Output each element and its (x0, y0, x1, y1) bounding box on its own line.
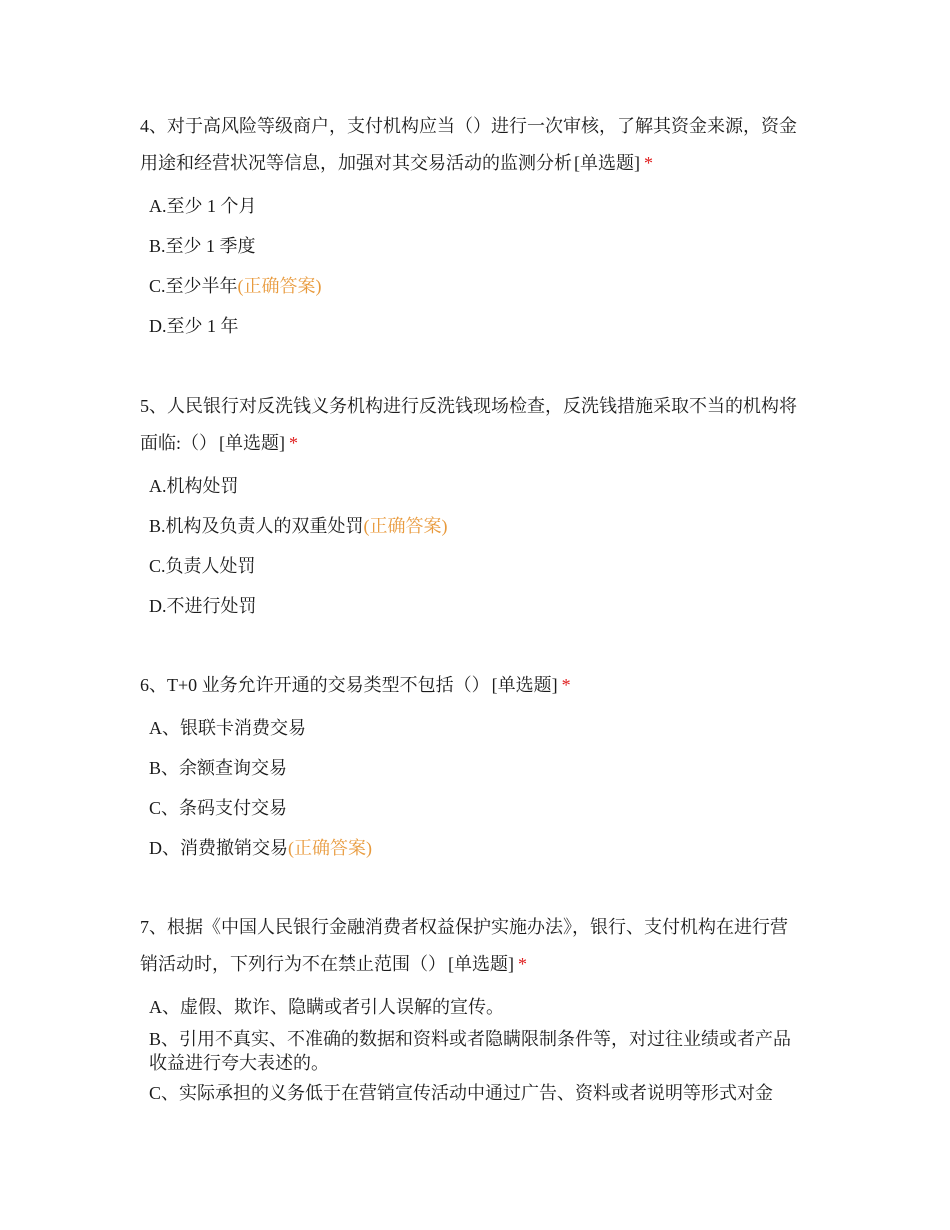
option-text: A.机构处罚 (149, 476, 239, 496)
question-type-label: [单选题] (491, 675, 558, 695)
option-text: B.至少 1 季度 (149, 236, 256, 256)
question-5 (140, 388, 805, 632)
question-type-label: [单选题] (574, 153, 640, 173)
option-a[interactable] (149, 714, 805, 742)
option-list (149, 192, 805, 340)
option-text: B.机构及负责人的双重处罚 (149, 516, 364, 536)
question-6 (140, 667, 805, 874)
correct-answer-tag: (正确答案) (237, 276, 322, 296)
required-marker: * (644, 153, 653, 173)
option-text: C、条码支付交易 (149, 798, 288, 818)
option-text: C、实际承担的义务低于在营销宣传活动中通过广告、资料或者说明等形式对金 (149, 1083, 774, 1103)
option-c[interactable] (149, 552, 805, 580)
option-text: D、消费撤销交易 (149, 838, 288, 858)
option-c[interactable] (149, 1081, 805, 1105)
question-title (140, 388, 805, 462)
option-text: D.不进行处罚 (149, 596, 257, 616)
option-a[interactable] (149, 993, 805, 1021)
option-b[interactable] (149, 512, 805, 540)
question-type-label: [单选题] (448, 954, 514, 974)
question-title (140, 108, 805, 182)
option-d[interactable] (149, 834, 805, 862)
option-a[interactable] (149, 472, 805, 500)
option-text: B、引用不真实、不准确的数据和资料或者隐瞒限制条件等，对过往业绩或者产品收益进行夸大表述的。 (149, 1029, 792, 1073)
option-c[interactable] (149, 272, 805, 300)
option-d[interactable] (149, 592, 805, 620)
required-marker: * (289, 433, 299, 453)
option-text: A.至少 1 个月 (149, 196, 257, 216)
required-marker: * (518, 954, 527, 974)
option-b[interactable] (149, 1027, 805, 1075)
option-list (149, 714, 805, 862)
question-text: 7、根据《中国人民银行金融消费者权益保护实施办法》，银行、支付机构在进行营销活动时，下列行为不在禁止范围（） (140, 917, 788, 974)
option-list (149, 472, 805, 620)
required-marker: * (561, 675, 571, 695)
option-text: C.至少半年 (149, 276, 238, 296)
option-text: A、虚假、欺诈、隐瞒或者引人误解的宣传。 (149, 997, 504, 1017)
question-7 (140, 909, 805, 1111)
option-b[interactable] (149, 232, 805, 260)
option-text: C.负责人处罚 (149, 556, 256, 576)
option-d[interactable] (149, 312, 805, 340)
question-4 (140, 108, 805, 352)
option-text: D.至少 1 年 (149, 316, 239, 336)
option-b[interactable] (149, 754, 805, 782)
option-text: A、银联卡消费交易 (149, 718, 306, 738)
option-list (149, 993, 805, 1105)
question-type-label: [单选题] (219, 433, 286, 453)
question-title (140, 667, 805, 704)
option-c[interactable] (149, 794, 805, 822)
option-a[interactable] (149, 192, 805, 220)
correct-answer-tag: (正确答案) (363, 516, 448, 536)
correct-answer-tag: (正确答案) (288, 838, 372, 858)
option-text: B、余额查询交易 (149, 758, 288, 778)
question-title (140, 909, 805, 983)
question-text: 4、对于高风险等级商户，支付机构应当（）进行一次审核，了解其资金来源，资金用途和经营状况等信息，加强对其交易活动的监测分析 (140, 116, 797, 173)
question-text: 6、T+0 业务允许开通的交易类型不包括（） (140, 675, 490, 695)
question-text: 5、人民银行对反洗钱义务机构进行反洗钱现场检查，反洗钱措施采取不当的机构将面临:（） (140, 396, 797, 453)
